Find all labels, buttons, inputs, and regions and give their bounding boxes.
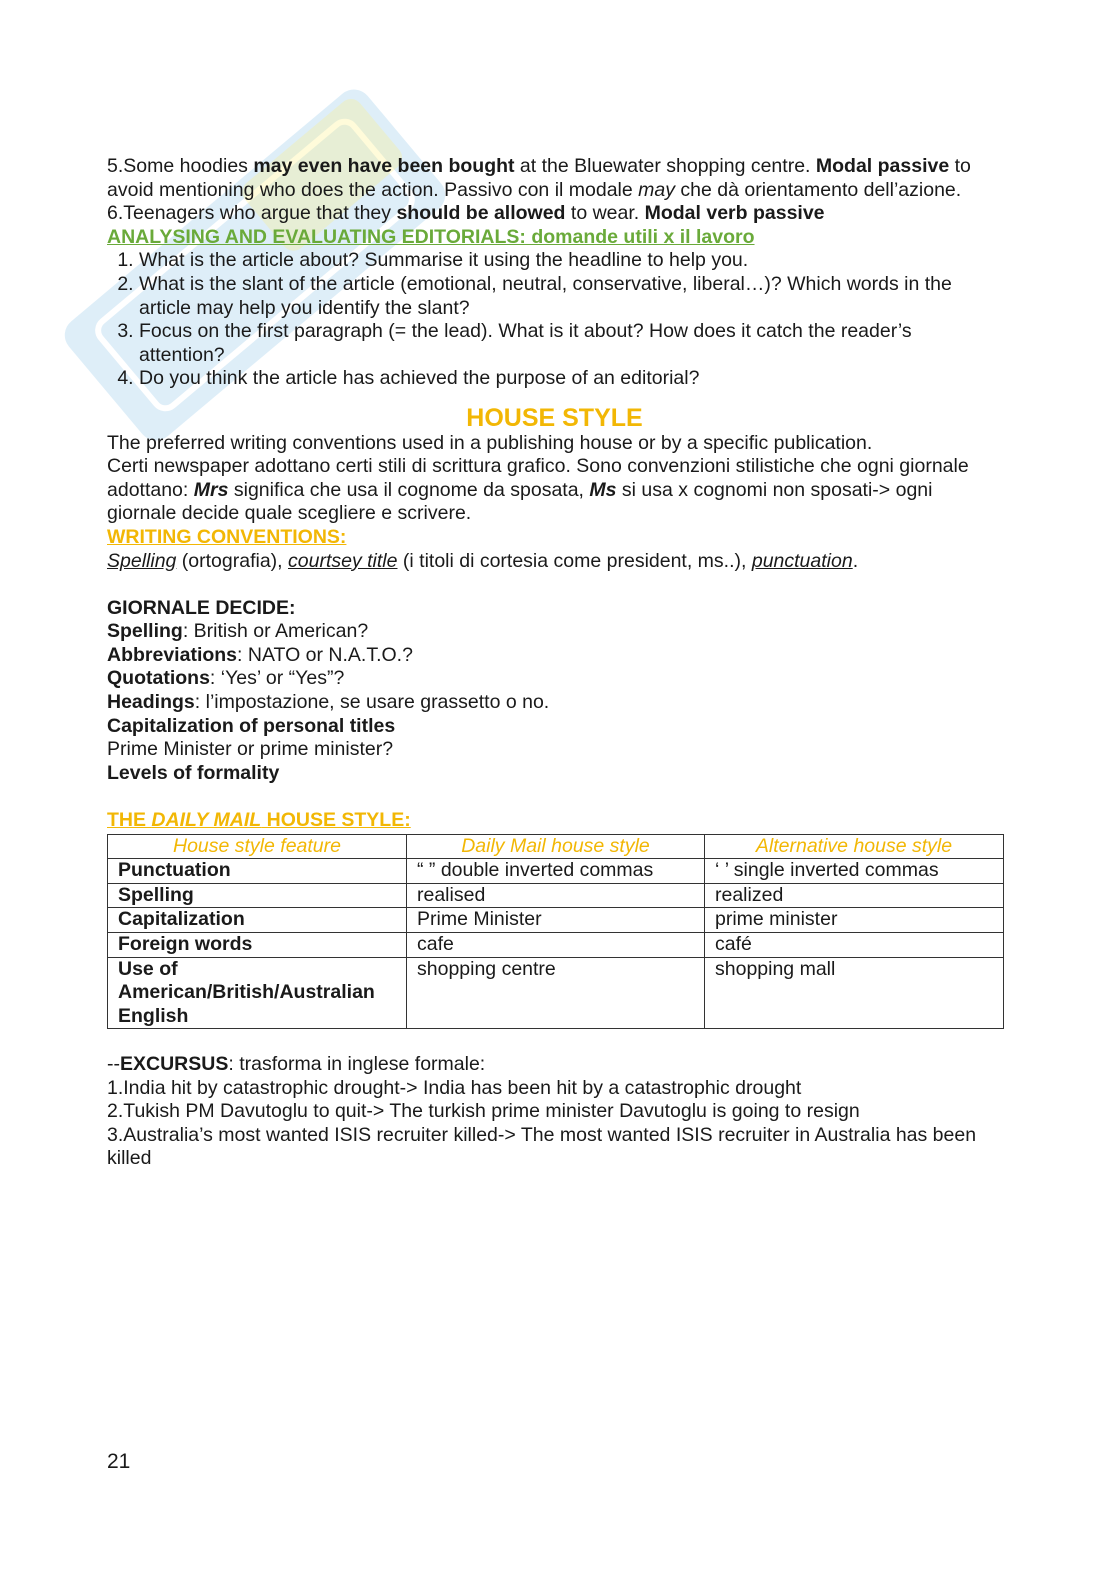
house-style-table (107, 834, 1004, 1030)
decide-capitalization-text: Prime Minister or prime minister? (107, 738, 394, 761)
document-body (107, 155, 1002, 1171)
heading-text: GIORNALE DECIDE: (107, 596, 296, 619)
giornale-decide-heading (107, 597, 1002, 621)
text: : NATO or N.A.T.O.? (237, 643, 413, 666)
text: at the Bluewater shopping centre. (514, 155, 816, 177)
list-item: 4. Do you think the article has achieved the purpose of an editorial? (139, 367, 1002, 391)
text: to wear. (565, 202, 645, 225)
table-cell: prime minister (705, 908, 1004, 933)
example-line-5 (107, 155, 1002, 202)
text: (i titoli di cortesia come president, ms..), (397, 549, 752, 572)
excursus-line: 1.India hit by catastrophic drought-> India has been hit by a catastrophic drought (107, 1076, 802, 1099)
spacer (107, 573, 1002, 597)
decide-item-quotations (107, 667, 1002, 691)
italic-text: DAILY MAIL (151, 809, 262, 832)
table-header-row (108, 834, 1004, 859)
daily-mail-heading (107, 809, 1002, 833)
text: significa che usa il cognome da sposata, (228, 478, 590, 501)
text: -- (107, 1052, 120, 1075)
house-style-definition: The preferred writing conventions used in a publishing house or by a specific publication. (107, 431, 873, 454)
bold-phrase: should be allowed (396, 202, 566, 225)
table-cell: café (705, 933, 1004, 958)
term-mrs: Mrs (193, 478, 229, 501)
table-cell: Capitalization (108, 908, 407, 933)
term-ms: Ms (589, 478, 617, 501)
text: to avoid mentioning who does the action. Passivo con il modale (107, 155, 971, 201)
table-cell: ‘ ’ single inverted commas (705, 859, 1004, 884)
table-row (108, 908, 1004, 933)
editorials-questions (107, 249, 1002, 391)
table-row (108, 859, 1004, 884)
text: HOUSE STYLE: (261, 809, 411, 832)
table-cell: Prime Minister (407, 908, 705, 933)
text: che dà orientamento dell’azione. (675, 178, 962, 201)
text: 5.Some hoodies (107, 155, 254, 177)
text: (ortografia), (176, 549, 289, 572)
term-punctuation: punctuation (751, 549, 853, 572)
text: . (852, 549, 859, 572)
table-row (108, 883, 1004, 908)
term-spelling: Spelling (107, 549, 177, 572)
writing-conventions-line (107, 550, 1002, 574)
text: : l’impostazione, se usare grassetto o no. (194, 691, 550, 714)
table-cell: cafe (407, 933, 705, 958)
house-style-title: HOUSE STYLE (466, 403, 643, 432)
excursus-line: 3.Australia’s most wanted ISIS recruiter killed-> The most wanted ISIS recruiter in Australia has been killed (107, 1123, 977, 1170)
label: Spelling (107, 620, 183, 643)
spacer (107, 785, 1002, 809)
page-number: 21 (107, 1450, 131, 1473)
text: : British or American? (182, 620, 369, 643)
term-courtesy-title: courtsey title (288, 549, 398, 572)
label: Levels of formality (107, 761, 280, 784)
spacer (107, 1029, 1002, 1053)
column-header: House style feature (108, 834, 407, 859)
bold-term: Modal passive (815, 155, 950, 177)
label: Capitalization of personal titles (107, 714, 396, 737)
text: THE (107, 809, 152, 832)
table-row (108, 957, 1004, 1029)
decide-item-headings (107, 691, 1002, 715)
decide-formality (107, 762, 1002, 786)
text: : ‘Yes’ or “Yes”? (209, 667, 345, 690)
table-row (108, 933, 1004, 958)
decide-item-spelling (107, 620, 1002, 644)
label: EXCURSUS (120, 1052, 229, 1075)
label: Abbreviations (107, 643, 238, 666)
text: 6.Teenagers who argue that they (107, 202, 397, 225)
table-cell: shopping mall (705, 957, 1004, 1029)
list-item: 3. Focus on the first paragraph (= the lead). What is it about? How does it catch the reader’s attention? (139, 320, 1002, 367)
column-header: Daily Mail house style (407, 834, 705, 859)
column-header: Alternative house style (705, 834, 1004, 859)
decide-item-abbreviations (107, 644, 1002, 668)
text: si usa x cognomi non sposati-> ogni giornale decide quale scegliere e scrivere. (107, 478, 933, 525)
writing-conventions-heading: WRITING CONVENTIONS: (107, 525, 347, 548)
bold-phrase: may even have been bought (253, 155, 515, 177)
text: : trasforma in inglese formale: (228, 1052, 486, 1075)
list-item: 2. What is the slant of the article (emotional, neutral, conservative, liberal…)? Which words in the article may help you identify the slant? (139, 273, 1002, 320)
excursus-line: 2.Tukish PM Davutoglu to quit-> The turkish prime minister Davutoglu is going to resign (107, 1100, 860, 1123)
table-cell: Use of American/British/Australian English (108, 957, 407, 1029)
table-cell: Spelling (108, 883, 407, 908)
editorials-heading: ANALYSING AND EVALUATING EDITORIALS: domande utili x il lavoro (107, 225, 755, 248)
table-cell: “ ” double inverted commas (407, 859, 705, 884)
decide-capitalization-label (107, 715, 1002, 739)
list-item: 1. What is the article about? Summarise it using the headline to help you. (139, 249, 1002, 273)
table-cell: shopping centre (407, 957, 705, 1029)
italic-word: may (638, 178, 675, 201)
example-line-6 (107, 202, 1002, 226)
table-cell: Punctuation (108, 859, 407, 884)
house-style-explanation (107, 455, 1002, 526)
label: Headings (107, 691, 195, 714)
table-cell: realised (407, 883, 705, 908)
text: Certi newspaper adottano certi stili di scrittura grafico. Sono convenzioni stilistiche che ogni giornale adottano: (107, 455, 969, 501)
bold-term: Modal verb passive (644, 202, 825, 225)
table-cell: Foreign words (108, 933, 407, 958)
table-cell: realized (705, 883, 1004, 908)
excursus-heading (107, 1053, 1002, 1077)
label: Quotations (107, 667, 210, 690)
